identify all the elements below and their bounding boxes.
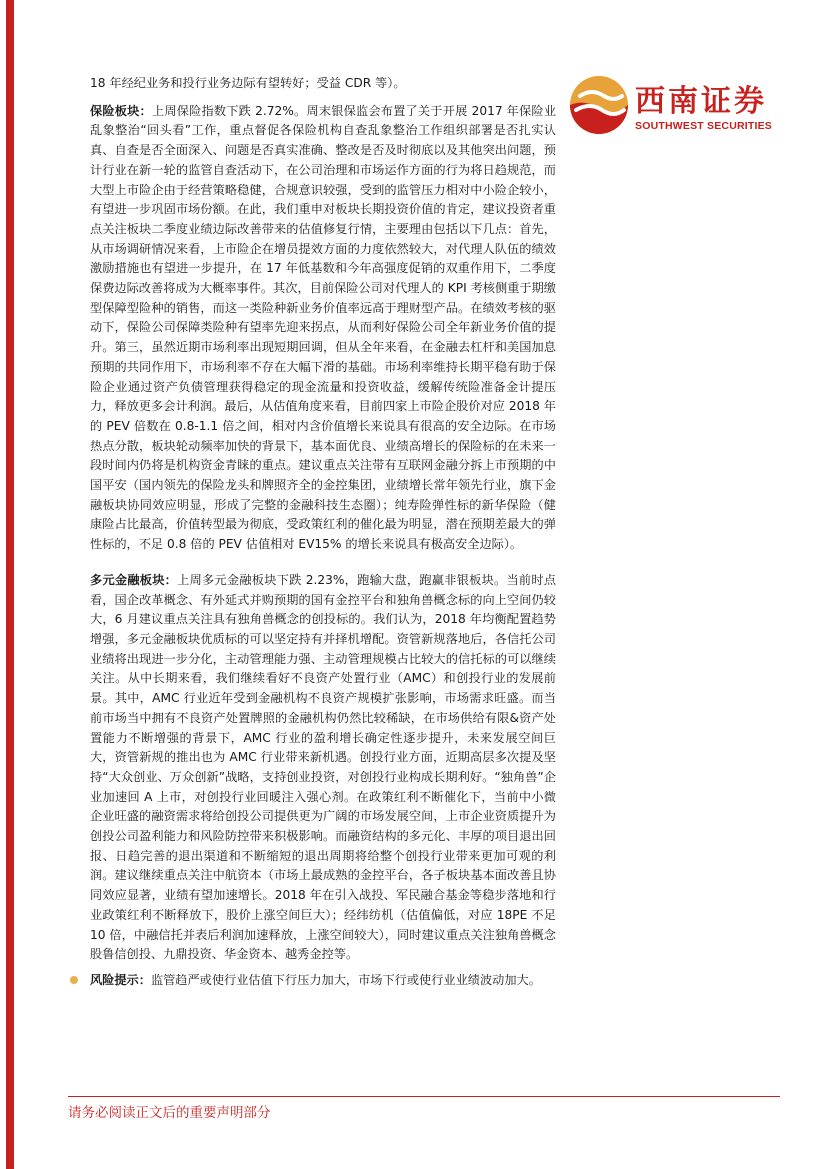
- risk-warning-heading: 风险提示：: [90, 972, 151, 987]
- bullet-dot-icon: [70, 976, 78, 984]
- footer-divider: [68, 1096, 780, 1097]
- risk-warning-paragraph: [90, 971, 556, 991]
- logo-emblem-icon: [568, 74, 630, 136]
- insurance-section: [90, 102, 556, 555]
- insurance-heading: 保险板块：: [90, 103, 152, 118]
- logo-english-name: SOUTHWEST SECURITIES: [635, 120, 773, 132]
- diversified-finance-text: 上周多元金融板块下跌 2.23%，跑输大盘，跑赢非银板块。当前时点看，国企改革概念、有外延式并购预期的国有金控平台和独角兽概念标的向上空间仍较大，6 月建议重点关注具有独角兽概念的创投标的。我们认为，2018 年均衡配置趋势增强，多元金融板块优质标的可以坚定持有并择机增配。资管新规落地后，各信托公司业绩将出现进一步分化，主动管理能力强、主动管理规模占比较大的信托标的可以继续关注。从中长期来看，我们继续看好不良资产处置行业（AMC）和创投行业的发展前景。其中，AMC 行业近年受到金融机构不良资产规模扩张影响，市场需求旺盛。而当前市场当中拥有不良资产处置牌照的金融机构仍然比较稀缺，在市场供给有限&资产处置能力不断增强的背景下，AMC 行业的盈利增长确定性逐步提升，未来发展空间巨大，资管新规的推出也为 AMC 行业带来新机遇。创投行业方面，近期高层多次提及坚持“大众创业、万众创新”战略，支持创业投资，对创投行业构成长期利好。“独角兽”企业加速回 A 上市，对创投行业回暖注入强心剂。在政策红利不断催化下，当前中小微企业旺盛的融资需求将给创投公司提供更为广阔的市场发展空间，上市企业资质提升为创投公司盈利能力和风险防控带来积极影响。而融资结构的多元化、丰厚的项目退出回报、日趋完善的退出渠道和不断缩短的退出周期将给整个创投行业带来更加可观的利润。建议继续重点关注中航资本（市场上最成熟的金控平台，各子板块基本面改善且协同效应显著，业绩有望加速增长。2018 年在引入战投、军民融合基金等稳步落地和行业政策红利不断释放下，股价上涨空间巨大）；经纬纺机（估值偏低，对应 18PE 不足 10 倍，中融信托并表后利润加速释放，上涨空间较大），同时建议重点关注独角兽概念股鲁信创投、九鼎投资、华金资本、越秀金控等。: [90, 572, 557, 962]
- company-logo: [568, 70, 773, 140]
- diversified-finance-heading: 多元金融板块：: [90, 572, 178, 587]
- logo-chinese-name: 西南证券: [635, 84, 767, 119]
- diversified-finance-section: [90, 571, 556, 965]
- report-body: [90, 74, 556, 991]
- footer-disclaimer: 请务必阅读正文后的重要声明部分: [68, 1105, 271, 1121]
- risk-warning-text: 监管趋严或使行业估值下行压力加大，市场下行或使行业业绩波动加大。: [150, 972, 541, 987]
- insurance-text: 上周保险指数下跌 2.72%。周末银保监会布置了关于开展 2017 年保险业乱象整治“回头看”工作，重点督促各保险机构自查乱象整治工作组织部署是否扎实认真、自查是否全面深入、问题是否真实准确、整改是否及时彻底以及其他突出问题，预计行业在新一轮的监管自查活动下，在公司治理和市场运作方面的行为将日趋规范，而大型上市险企由于经营策略稳健，合规意识较强，受到的监管压力相对中小险企较小，有望进一步巩固市场份额。在此，我们重申对板块长期投资价值的肯定，建议投资者重点关注板块二季度业绩边际改善带来的估值修复行情，主要理由包括以下几点：首先，从市场调研情况来看，上市险企在增员提效方面的力度依然较大，对代理人队伍的绩效激励措施也有望进一步提升，在 17 年低基数和今年高强度促销的双重作用下，二季度保费边际改善将成为大概率事件。其次，目前保险公司对代理人的 KPI 考核侧重于期缴型保障型险种的销售，而这一类险种新业务价值率远高于理财型产品。在绩效考核的驱动下，保险公司保障类险种有望率先迎来拐点，从而利好保险公司全年新业务价值的提升。第三，虽然近期市场利率出现短期回调，但从全年来看，在金融去杠杆和美国加息预期的共同作用下，市场利率不存在大幅下滑的基础。市场利率维持长期平稳有助于保险企业通过资产负债管理获得稳定的现金流量和投资收益，缓解传统险准备金计提压力，释放更多会计利润。最后，从估值角度来看，目前四家上市险企股价对应 2018 年的 PEV 倍数在 0.8-1.1 倍之间，相对内含价值增长来说具有很高的安全边际。在市场热点分散，板块轮动频率加快的背景下，基本面优良、业绩高增长的保险标的在未来一段时间内仍将是机构资金青睐的重点。建议重点关注带有互联网金融分拆上市预期的中国平安（国内领先的保险龙头和牌照齐全的金控集团，业绩增长常年领先行业，旗下金融板块协同效应明显，形成了完整的金融科技生态圈）；纯寿险弹性标的新华保险（健康险占比最高，价值转型最为彻底，受政策红利的催化最为明显，潜在预期差最大的弹性标的，不足 0.8 倍的 PEV 估值相对 EV15% 的增长来说具有极高安全边际）。: [90, 103, 557, 552]
- risk-warning-item: [90, 971, 556, 991]
- intro-paragraph: 18 年经纪业务和投行业务边际有望转好；受益 CDR 等）。: [90, 76, 406, 90]
- left-accent-bar: [6, 0, 14, 1169]
